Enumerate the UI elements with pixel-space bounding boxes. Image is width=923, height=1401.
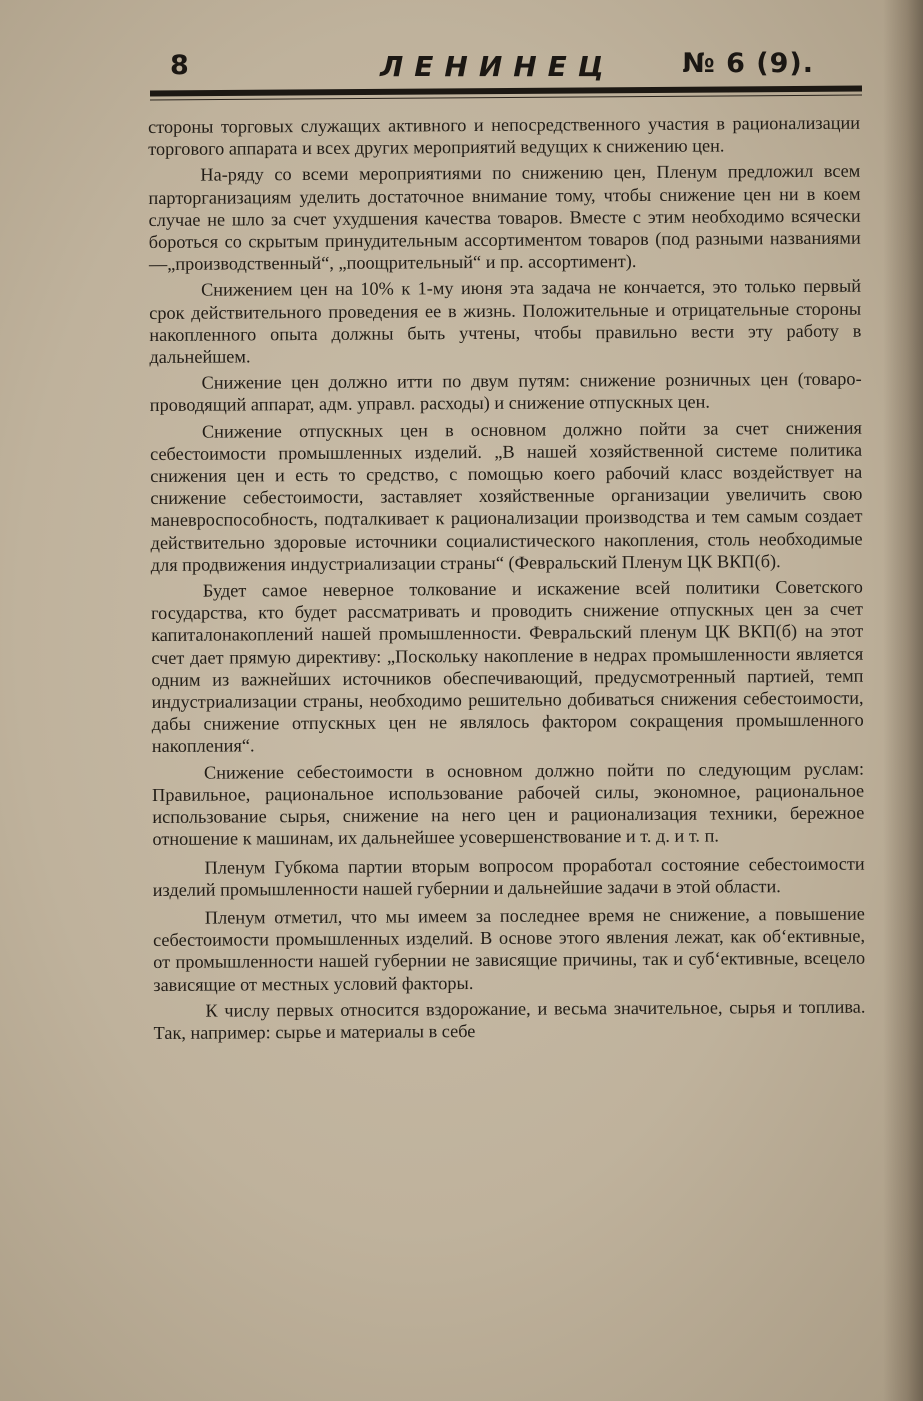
- paragraph: Снижением цен на 10% к 1-му июня эта задача не кончается, это только первый срок действительного проведения ее в жизнь. Положительные и отрицательные стороны накопленного опыта должны быть учтены, чтобы правильно вести эту работу в дальнейшем.: [149, 276, 862, 368]
- page-header: [170, 44, 820, 88]
- paragraph: Пленум отметил, что мы имеем за последнее время не снижение, а повышение себестоимости промышленных изделий. В основе этого явления лежат, как об‘ективные, от промышленности нашей губернии не зависящие причины, так и суб‘ективные, всецело зависящие от местных условий факторы.: [152, 903, 866, 995]
- page-number: 8: [170, 50, 189, 81]
- paragraph: Снижение отпускных цен в основном должно пойти за счет снижения себестоимости промышленных изделий. „В нашей хозяйственной системе политика снижения цен и есть то средство, с помощью коего рабочий класс воздействует на снижение себестоимости, заставляет хозяйственные организации увеличить свою маневроспособность, подталкивает к рационализации производства и тем самым создает действительно здоровые источники социалистического накопления, столь необходимые для продвижения индустриализации страны“ (Февральский Пленум ЦК ВКП(б).: [150, 417, 863, 575]
- paragraph: На-ряду со всеми мероприятиями по снижению цен, Пленум предложил всем парторганизациям уделить достаточное внимание тому, чтобы снижение цен ни в коем случае не шло за счет ухудшения качества товаров. Вместе с этим необходимо всячески бороться со скрытым принудительным ассортиментом товаров (под разными названиями—„производственный“, „поощрительный“ и пр. ассортимент).: [148, 161, 861, 275]
- paragraph: К числу первых относится вздорожание, и весьма значительное, сырья и топлива. Так, например: сырье и материалы в себе: [153, 996, 866, 1043]
- paragraph: Пленум Губкома партии вторым вопросом проработал состояние себестоимости изделий промышленности нашей губернии и дальнейшие задачи в этой области.: [152, 853, 865, 900]
- paragraph: Будет самое неверное толкование и искажение всей политики Советского государства, кто будет рассматривать и проводить снижение отпускных цен за счет капиталонакоплений нашей промышленности. Февральский пленум ЦК ВКП(б) на этот счет дает прямую директиву: „Поскольку накопление в недрах промышленности является одним из важнейших источников обеспечивающий, предусмотренный партией, темп индустриализации страны, необходимо решительно добиваться снижения себестоимости, дабы снижение отпускных цен не являлось фактором сокращения промышленного накопления“.: [150, 576, 864, 757]
- issue-number: № 6 (9).: [682, 48, 814, 79]
- article-body: [148, 112, 866, 1048]
- paragraph: Снижение цен должно итти по двум путям: снижение розничных цен (товаро-проводящий аппарат, адм. управл. расходы) и снижение отпускных цен.: [149, 368, 862, 416]
- paragraph: Снижение себестоимости в основном должно пойти по следующим руслам: Правильное, рациональное использование рабочей силы, экономное, рациональное использование сырья, снижение на него цен и рационализация техники, бережное отношение к машинам, их дальнейшее усовершенствование и т. д. и т. п.: [152, 758, 865, 850]
- masthead-title: ЛЕНИНЕЦ: [380, 50, 615, 83]
- paragraph: стороны торговых служащих активного и непосредственного участия в рационализации торгового аппарата и всех других мероприятий ведущих к снижению цен.: [148, 112, 861, 160]
- page-spine-shadow: [883, 0, 923, 1401]
